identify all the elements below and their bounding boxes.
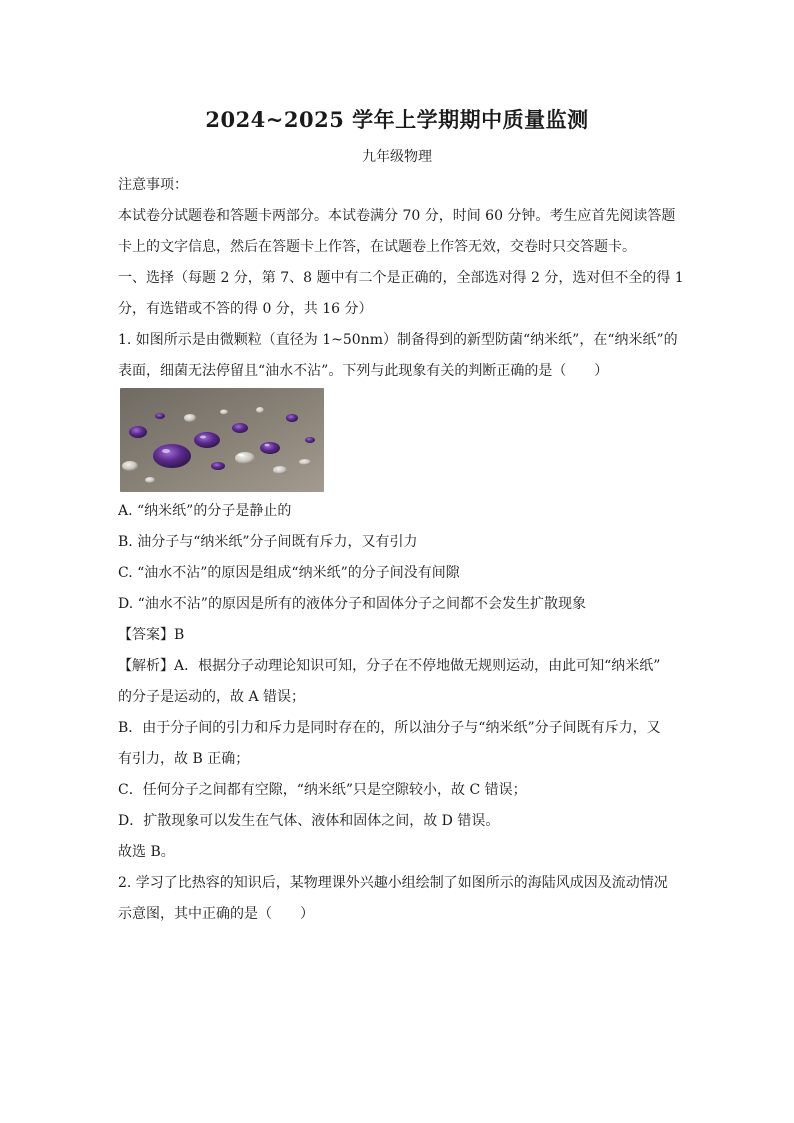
notes-heading: 注意事项： — [118, 177, 188, 193]
q1-stem-line-2: 表面，细菌无法停留且“油水不沾”。下列与此现象有关的判断正确的是（ ） — [118, 363, 609, 379]
q1-analysis-line-1: 【解析】A．根据分子动理论知识可知，分子在不停地做无规则运动，由此可知“纳米纸” — [118, 658, 661, 674]
notes-line-1: 本试卷分试题卷和答题卡两部分。本试卷满分 70 分，时间 60 分钟。考生应首先阅读答题 — [118, 208, 676, 224]
q1-option-b: B. 油分子与“纳米纸”分子间既有斥力，又有引力 — [118, 534, 418, 550]
q1-analysis-line-4: 有引力，故 B 正确； — [118, 751, 250, 767]
exam-subtitle: 九年级物理 — [362, 149, 432, 165]
q1-option-c: C. “油水不沾”的原因是组成“纳米纸”的分子间没有间隙 — [118, 565, 460, 581]
q1-analysis-line-5: C．任何分子之间都有空隙，“纳米纸”只是空隙较小，故 C 错误； — [118, 782, 527, 798]
q1-stem-line-1: 1. 如图所示是由微颗粒（直径为 1~50nm）制备得到的新型防菌“纳米纸”，在“纳米纸”的 — [118, 332, 678, 348]
q1-analysis-line-6: D．扩散现象可以发生在气体、液体和固体之间，故 D 错误。 — [118, 813, 500, 829]
q2-stem-line-1: 2. 学习了比热容的知识后，某物理课外兴趣小组绘制了如图所示的海陆风成因及流动情况 — [118, 875, 668, 891]
q1-option-a: A. “纳米纸”的分子是静止的 — [118, 503, 292, 519]
exam-title: 2024~2025 学年上学期期中质量监测 — [205, 107, 589, 132]
q1-analysis-line-2: 的分子是运动的，故 A 错误； — [118, 689, 306, 705]
q1-option-d: D. “油水不沾”的原因是所有的液体分子和固体分子之间都不会发生扩散现象 — [118, 596, 586, 612]
q1-analysis-line-3: B．由于分子间的引力和斥力是同时存在的，所以油分子与“纳米纸”分子间既有斥力，又 — [118, 720, 661, 736]
section-1-line-2: 分，有选错或不答的得 0 分，共 16 分） — [118, 301, 373, 317]
q1-analysis-line-7: 故选 B。 — [118, 844, 175, 860]
q2-stem-line-2: 示意图，其中正确的是（ ） — [118, 906, 314, 922]
section-1-line-1: 一、选择（每题 2 分，第 7、8 题中有二个是正确的，全部选对得 2 分，选对但不全的得 1 — [118, 270, 684, 286]
q1-answer: 【答案】B — [118, 627, 185, 643]
exam-body — [118, 170, 684, 930]
nano-paper-droplets-image — [120, 388, 324, 492]
notes-line-2: 卡上的文字信息，然后在答题卡上作答，在试题卷上作答无效，交卷时只交答题卡。 — [118, 239, 636, 255]
